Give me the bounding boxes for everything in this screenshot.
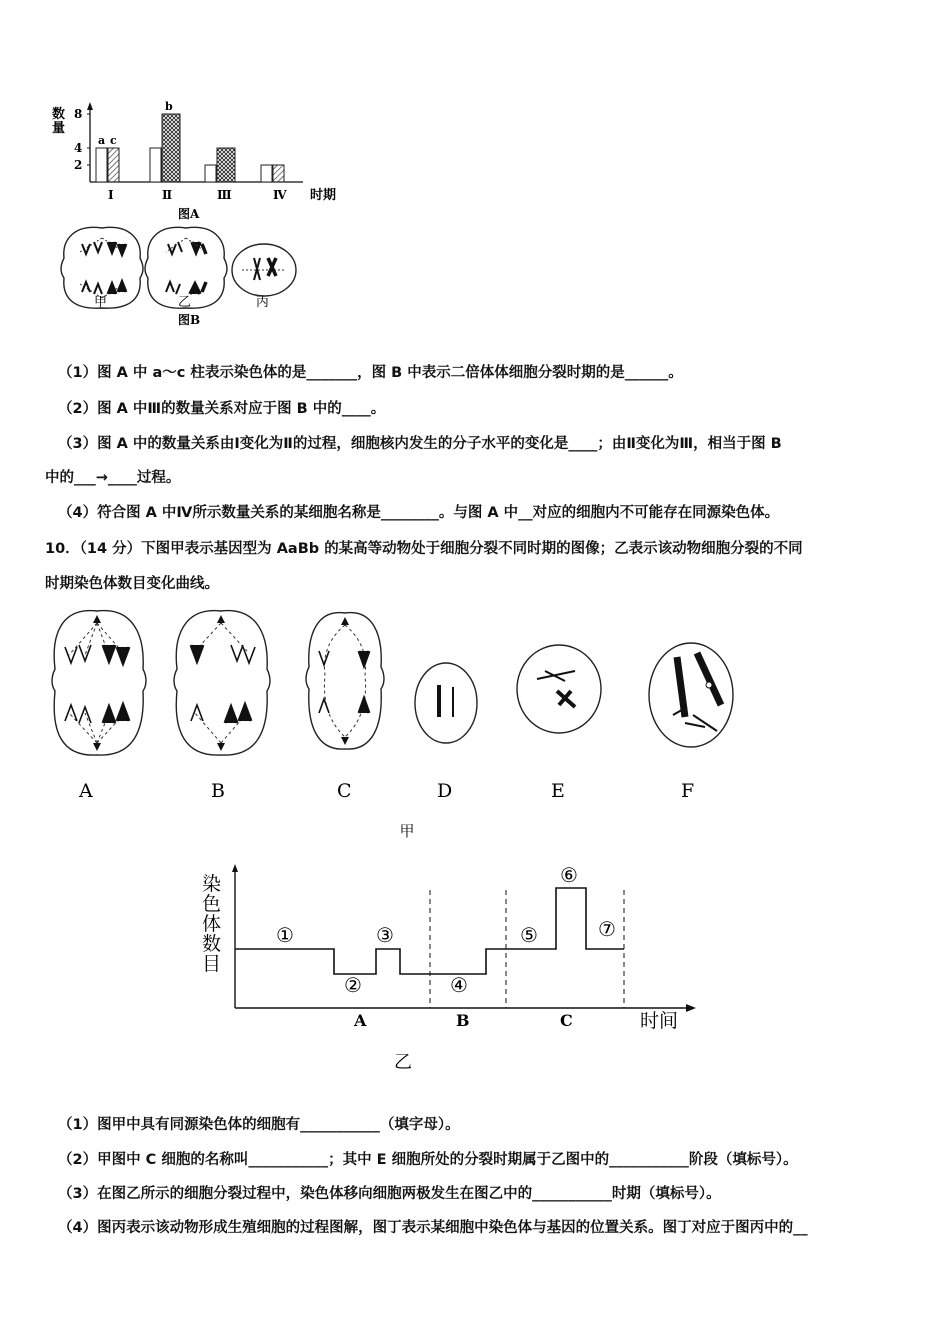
figure-a-bar-label: a	[98, 134, 106, 147]
stage-label: ⑦	[598, 917, 616, 941]
stage-label: ⑤	[520, 923, 538, 947]
figure-a-category: Ⅰ	[108, 188, 114, 202]
q9-4: （4）符合图 A 中Ⅳ所示数量关系的某细胞名称是________。与图 A 中__对应的细胞内不可能存在同源染色体。	[58, 505, 780, 521]
figure-a-caption: 图A	[178, 207, 200, 221]
q9-2: （2）图 A 中Ⅲ的数量关系对应于图 B 中的____。	[58, 401, 386, 417]
y-arrow-icon	[87, 102, 93, 110]
stage-label: ④	[450, 973, 468, 997]
cell-D	[415, 663, 477, 743]
phase-label: A	[354, 1011, 367, 1030]
figure-b-label-yi: 乙	[178, 295, 192, 310]
cell-E	[517, 645, 601, 733]
q10-4: （4）图丙表示该动物形成生殖细胞的过程图解，图丁表示某细胞中染色体与基因的位置关系。图丁对应于图丙中的__	[58, 1220, 808, 1236]
cell-label-D: D	[437, 780, 453, 802]
figure-a-bar-b	[217, 148, 235, 182]
figure-a-category: Ⅲ	[217, 188, 232, 202]
cell-B	[174, 611, 270, 755]
cell-label-F: F	[681, 780, 695, 802]
figure-b-caption: 图B	[178, 313, 201, 327]
q10-stem-line2: 时期染色体数目变化曲线。	[45, 576, 219, 592]
q9-3a: （3）图 A 中的数量关系由Ⅰ变化为Ⅱ的过程，细胞核内发生的分子水平的变化是____；由Ⅱ变化为Ⅲ，相当于图 B	[58, 436, 782, 452]
figure-a-bar-label: b	[165, 100, 173, 113]
yi-x-arrow-icon	[686, 1004, 696, 1012]
phase-label: C	[560, 1011, 573, 1030]
figure-a-chart	[48, 100, 358, 225]
stage-label: ⑥	[560, 863, 578, 887]
cell-label-A: A	[79, 780, 93, 802]
cell-label-C: C	[337, 780, 352, 802]
figure-jia-cells	[45, 605, 745, 845]
q10-1: （1）图甲中具有同源染色体的细胞有___________（填字母）。	[58, 1117, 460, 1133]
figure-a-bar-c	[108, 148, 119, 182]
figure-a-bar-c	[273, 165, 284, 182]
figure-a-ytick: 8	[74, 107, 83, 121]
figure-yi-chart	[190, 862, 710, 1072]
q10-stem-line1: 10．（14 分）下图甲表示基因型为 AaBb 的某高等动物处于细胞分裂不同时期的图像；乙表示该动物细胞分裂的不同	[45, 541, 803, 557]
cell-C	[306, 613, 384, 750]
figure-a-ytick: 2	[74, 158, 83, 172]
phase-label: B	[456, 1011, 470, 1030]
figure-a-bar-a	[96, 148, 107, 182]
figure-a-ylabel: 数量	[52, 107, 66, 136]
figure-a-category: Ⅱ	[162, 188, 173, 202]
q10-3: （3）在图乙所示的细胞分裂过程中，染色体移向细胞两极发生在图乙中的___________时期（填标号）。	[58, 1186, 721, 1202]
yi-y-arrow-icon	[232, 864, 238, 872]
stage-label: ③	[376, 923, 394, 947]
cell-label-E: E	[551, 780, 565, 802]
figure-jia-caption: 甲	[399, 822, 415, 840]
figure-b-label-bing: 丙	[256, 295, 270, 310]
figure-a-bar-a	[205, 165, 216, 182]
figure-a-bar-a	[261, 165, 272, 182]
figure-a-bar-label: c	[110, 134, 117, 147]
figure-a-category: Ⅳ	[273, 188, 287, 202]
q9-3b: 中的___→____过程。	[45, 470, 181, 486]
figure-a-bar-b	[162, 114, 180, 182]
q9-1: （1）图 A 中 a～c 柱表示染色体的是_______，图 B 中表示二倍体体细胞分裂时期的是______。	[58, 365, 683, 381]
cell-bing	[232, 244, 296, 296]
stage-label: ①	[276, 923, 294, 947]
cell-label-B: B	[211, 780, 225, 802]
figure-yi-ylabel: 染色体数目	[202, 873, 222, 975]
figure-yi-xlabel: 时间	[640, 1010, 679, 1032]
cell-A	[52, 611, 146, 755]
q10-2: （2）甲图中 C 细胞的名称叫___________；其中 E 细胞所处的分裂时期属于乙图中的___________阶段（填标号）。	[58, 1152, 798, 1168]
cell-F	[649, 643, 733, 747]
figure-b-cells	[60, 222, 310, 330]
figure-a-ytick: 4	[74, 141, 83, 155]
figure-a-bar-a	[150, 148, 161, 182]
figure-yi-caption: 乙	[394, 1052, 412, 1072]
figure-b-label-jia: 甲	[94, 295, 108, 310]
stage-label: ②	[344, 973, 362, 997]
figure-a-xlabel: 时期	[310, 188, 337, 203]
